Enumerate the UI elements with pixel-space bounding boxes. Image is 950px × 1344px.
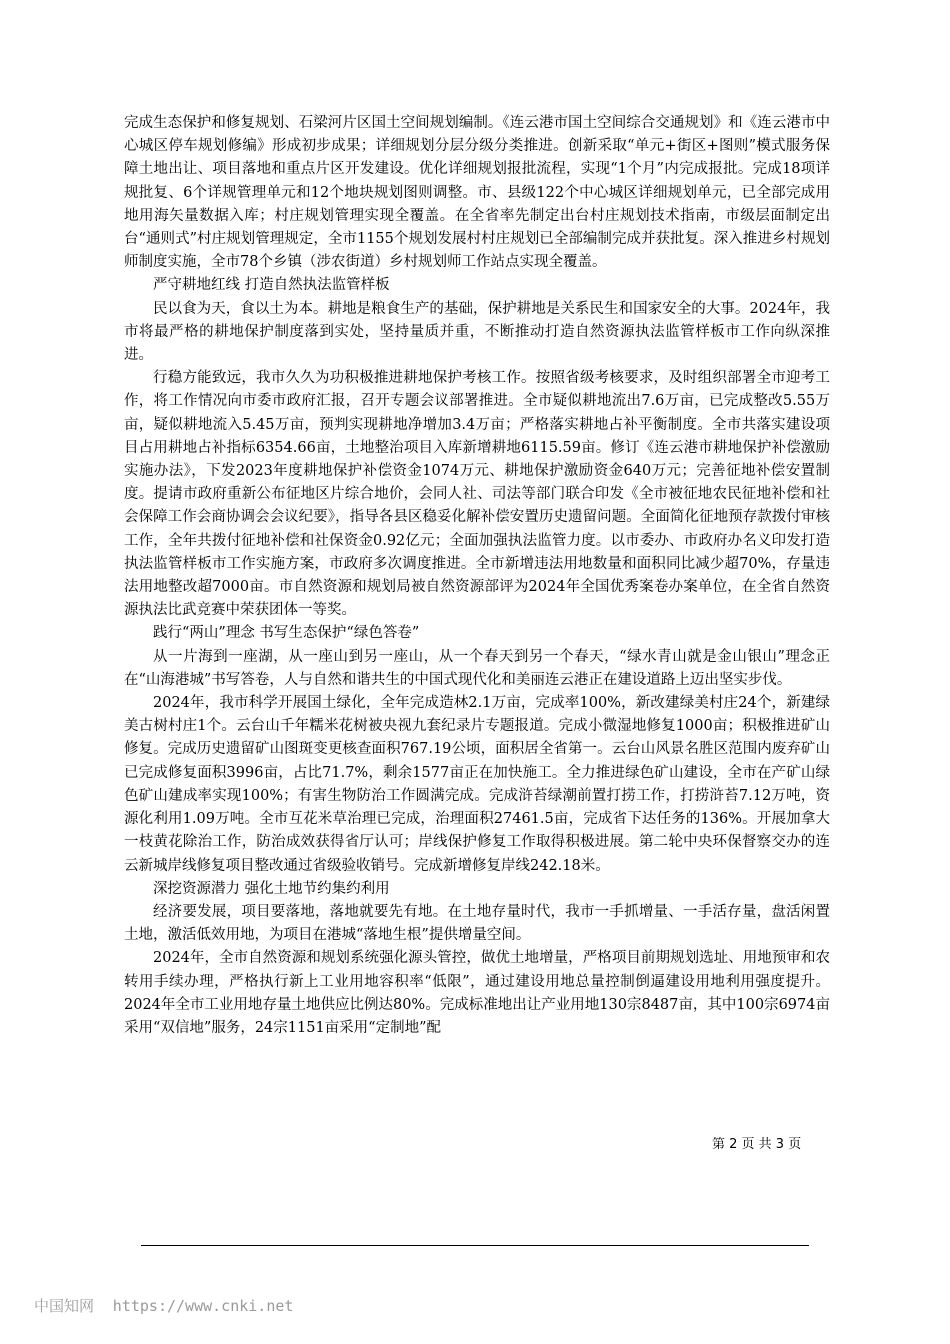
paragraph-farmland-details: 行稳方能致远，我市久久为功积极推进耕地保护考核工作。按照省级考核要求，及时组织部署全市迎考工作，将工作情况向市委市政府汇报，召开专题会议部署推进。全市疑似耕地流出7.6万亩，已完成整改5.55万亩，疑似耕地流入5.45万亩，预判实现耕地净增加3.4万亩；严格落实耕地占补平衡制度。全市共落实建设项目占用耕地占补指标6354.66亩，土地整治项目入库新增耕地6115.59亩。修订《连云港市耕地保护补偿激励实施办法》，下发2023年度耕地保护补偿资金1074万元、耕地保护激励资金640万元；完善征地补偿安置制度。提请市政府重新公布征地区片综合地价，会同人社、司法等部门联合印发《全市被征地农民征地补偿和社会保障工作会商协调会会议纪要》，指导各县区稳妥化解补偿安置历史遗留问题。全面简化征地预存款拨付审核工作，全年共拨付征地补偿和社保资金0.92亿元；全面加强执法监管力度。以市委办、市政府办名义印发打造执法监管样板市工作实施方案，市政府多次调度推进。全市新增违法用地数量和面积同比减少超70%，存量违法用地整改超7000亩。市自然资源和规划局被自然资源部评为2024年全国优秀案卷办案单位，在全省自然资源执法比武竞赛中荣获团体一等奖。 — [124, 370, 830, 619]
paragraph-ecology-intro: 从一片海到一座湖，从一座山到另一座山，从一个春天到另一个春天，“绿水青山就是金山银山”理念正在“山海港城”书写答卷，人与自然和谐共生的中国式现代化和美丽连云港正在建设道路上迈出坚实步伐。 — [124, 648, 830, 688]
paragraph-continued-planning: 完成生态保护和修复规划、石梁河片区国土空间规划编制。《连云港市国土空间综合交通规划》和《连云港市中心城区停车规划修编》形成初步成果；详细规划分层分级分类推进。创新采取“单元+街区+图则”模式服务保障土地出让、项目落地和重点片区开发建设。优化详细规划报批流程，实现“1个月”内完成报批。完成18项详规批复、6个详规管理单元和12个地块规划图则调整。市、县级122个中心城区详细规划单元，已全部完成用地用海矢量数据入库；村庄规划管理实现全覆盖。在全省率先制定出台村庄规划技术指南，市级层面制定出台“通则式”村庄规划管理规定，全市1155个规划发展村村庄规划已全部编制完成并获批复。深入推进乡村规划师制度实施，全市78个乡镇（涉农街道）乡村规划师工作站点实现全覆盖。 — [124, 115, 830, 271]
paragraph-farmland-intro: 民以食为天，食以土为本。耕地是粮食生产的基础，保护耕地是关系民生和国家安全的大事。2024年，我市将最严格的耕地保护制度落到实处，坚持量质并重，不断推动打造自然资源执法监管样板市工作向纵深推进。 — [124, 300, 830, 364]
paragraph-land-use-details: 2024年，全市自然资源和规划系统强化源头管控，做优土地增量，严格项目前期规划选址、用地预审和农转用手续办理，严格执行新上工业用地容积率“低限”，通过建设用地总量控制倒逼建设用地利用强度提升。2024年全市工业用地存量土地供应比例达80%。完成标准地出让产业用地130宗8487亩，其中100宗6974亩采用“双信地”服务，24宗1151亩采用“定制地”配 — [124, 950, 830, 1036]
section-heading-farmland: 严守耕地红线 打造自然执法监管样板 — [153, 277, 390, 294]
page-number: 第 2 页 共 3 页 — [712, 1137, 802, 1152]
section-heading-land-use: 深挖资源潜力 强化土地节约集约利用 — [153, 880, 390, 897]
page-body — [124, 112, 830, 1040]
section-heading-ecology: 践行“两山”理念 书写生态保护“绿色答卷” — [153, 625, 420, 642]
paragraph-ecology-details: 2024年，我市科学开展国土绿化，全年完成造林2.1万亩，完成率100%，新改建绿美村庄24个，新建绿美古树村庄1个。云台山千年糯米花树被央视九套纪录片专题报道。完成小微湿地修复1000亩；积极推进矿山修复。完成历史遗留矿山图斑变更核查面积767.19公顷，面积居全省第一。云台山风景名胜区范围内废弃矿山已完成修复面积3996亩，占比71.7%，剩余1577亩正在加快施工。全力推进绿色矿山建设，全市在产矿山绿色矿山建成率实现100%；有害生物防治工作圆满完成。完成浒苔绿潮前置打捞工作，打捞浒苔7.12万吨，资源化利用1.09万吨。全市互花米草治理已完成，治理面积27461.5亩，完成省下达任务的136%。开展加拿大一枝黄花除治工作，防治成效获得省厅认可；岸线保护修复工作取得积极进展。第二轮中央环保督察交办的连云新城岸线修复项目整改通过省级验收销号。完成新增修复岸线242.18米。 — [124, 695, 830, 874]
cnki-watermark — [34, 1296, 293, 1316]
cnki-url: https://www.cnki.net — [112, 1297, 294, 1315]
cnki-logo-text: 中国知网 — [34, 1297, 95, 1315]
paragraph-land-use-intro: 经济要发展，项目要落地，落地就要先有地。在土地存量时代，我市一手抓增量、一手活存量，盘活闲置土地，激活低效用地，为项目在港城“落地生根”提供增量空间。 — [124, 903, 830, 944]
footer-divider — [141, 1245, 809, 1246]
